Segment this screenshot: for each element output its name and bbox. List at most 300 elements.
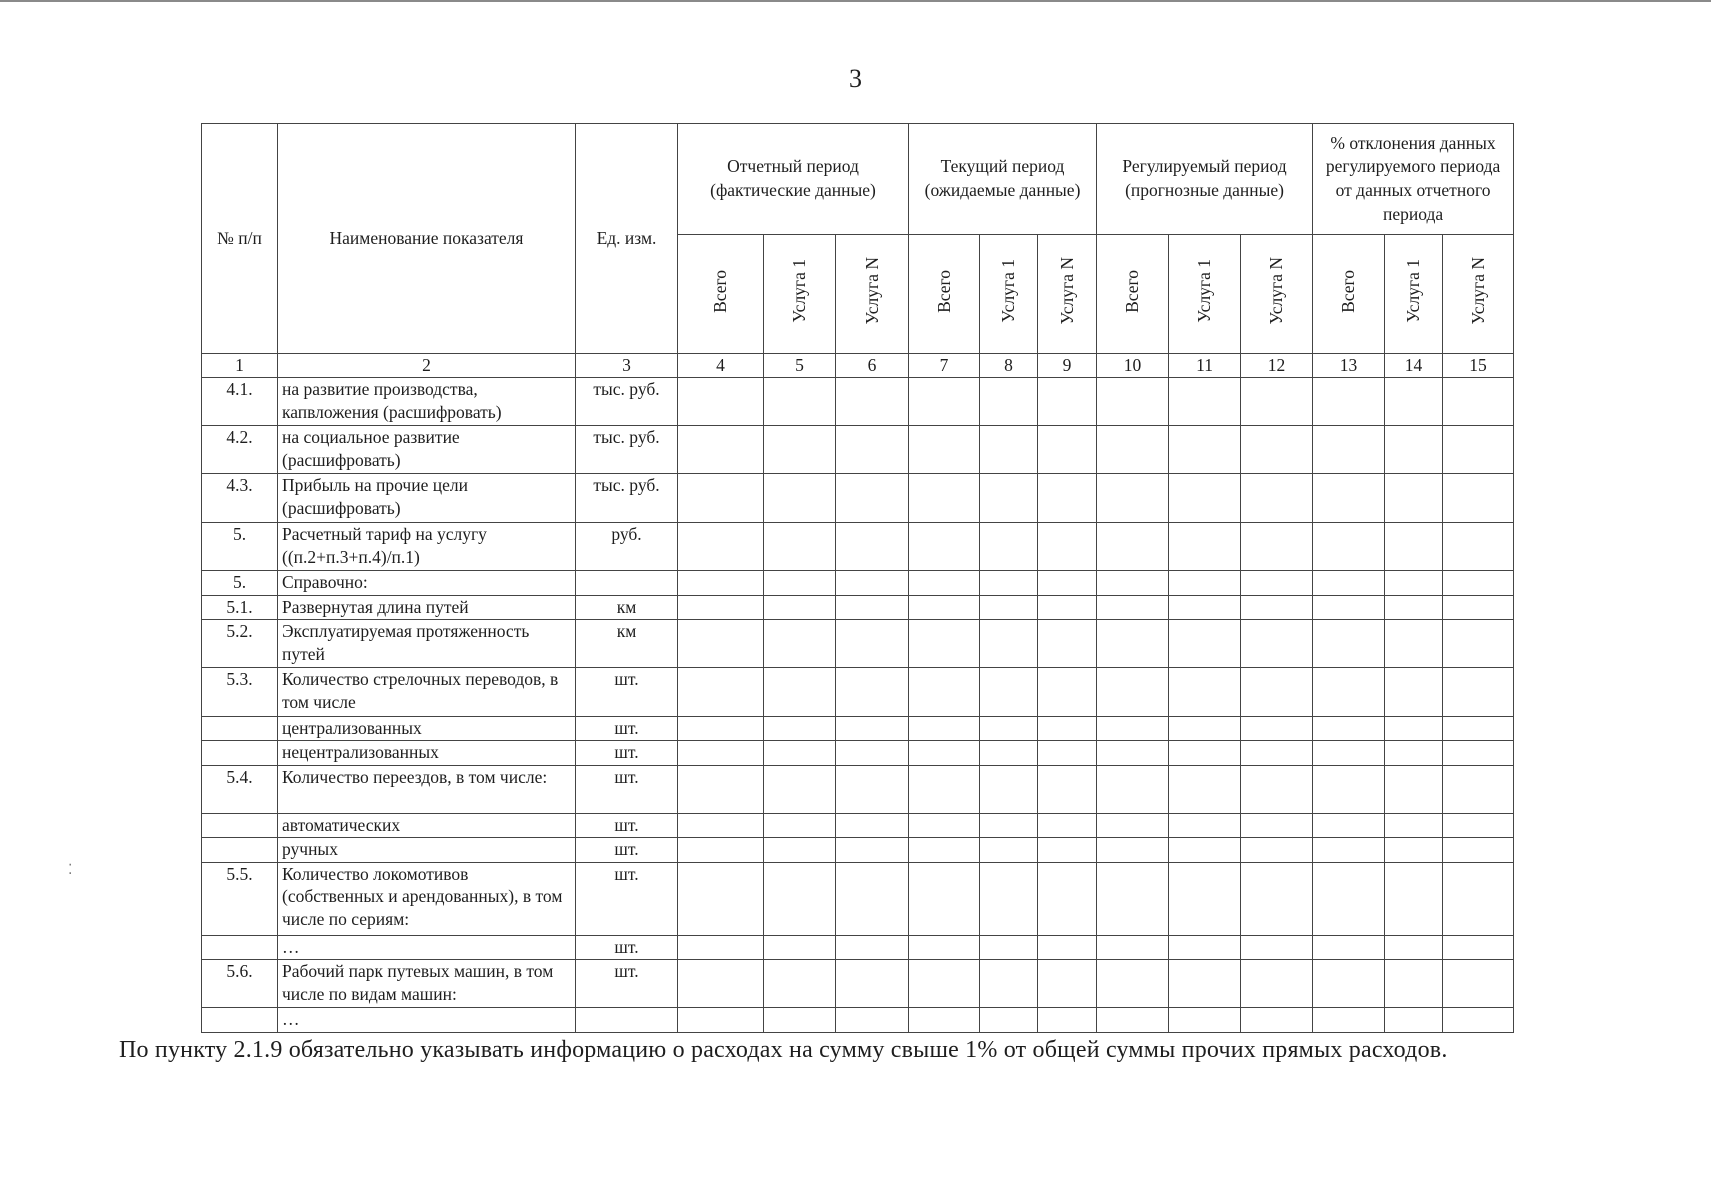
row-unit: шт. <box>576 716 678 740</box>
value-cell <box>1313 571 1385 595</box>
row-unit: шт. <box>576 960 678 1008</box>
value-cell <box>764 619 836 667</box>
value-cell <box>980 813 1038 837</box>
column-number: 10 <box>1097 354 1169 378</box>
column-number: 3 <box>576 354 678 378</box>
table-row <box>202 960 1514 1008</box>
value-cell <box>1443 474 1514 522</box>
column-number-row <box>202 354 1514 378</box>
value-cell <box>1241 474 1313 522</box>
value-cell <box>1169 595 1241 619</box>
row-indicator-name: Рабочий парк путевых машин, в том числе по видам машин: <box>278 960 576 1008</box>
value-cell <box>1443 716 1514 740</box>
value-cell <box>1313 716 1385 740</box>
table-row <box>202 813 1514 837</box>
value-cell <box>764 426 836 474</box>
value-cell <box>1443 668 1514 716</box>
column-number: 7 <box>909 354 980 378</box>
value-cell <box>909 571 980 595</box>
value-cell <box>1097 838 1169 862</box>
value-cell <box>764 813 836 837</box>
column-number: 6 <box>836 354 909 378</box>
value-cell <box>678 960 764 1008</box>
value-cell <box>1169 474 1241 522</box>
row-number: 4.1. <box>202 377 278 425</box>
value-cell <box>909 935 980 959</box>
subheader-service-1: Услуга 1 <box>980 235 1038 354</box>
value-cell <box>980 1008 1038 1033</box>
header-num: № п/п <box>202 124 278 354</box>
value-cell <box>1385 935 1443 959</box>
value-cell <box>1443 838 1514 862</box>
value-cell <box>1097 595 1169 619</box>
subheader-service-1: Услуга 1 <box>1169 235 1241 354</box>
value-cell <box>1443 741 1514 765</box>
value-cell <box>1038 935 1097 959</box>
value-cell <box>1038 377 1097 425</box>
value-cell <box>1038 765 1097 813</box>
value-cell <box>1385 716 1443 740</box>
subheader-total: Всего <box>1097 235 1169 354</box>
value-cell <box>909 765 980 813</box>
value-cell <box>764 765 836 813</box>
value-cell <box>1385 1008 1443 1033</box>
value-cell <box>1038 426 1097 474</box>
value-cell <box>836 1008 909 1033</box>
value-cell <box>1443 1008 1514 1033</box>
column-number: 2 <box>278 354 576 378</box>
column-number: 12 <box>1241 354 1313 378</box>
row-number <box>202 1008 278 1033</box>
row-unit: шт. <box>576 813 678 837</box>
value-cell <box>980 377 1038 425</box>
value-cell <box>1385 960 1443 1008</box>
value-cell <box>1038 741 1097 765</box>
row-unit: шт. <box>576 765 678 813</box>
row-unit: тыс. руб. <box>576 377 678 425</box>
column-number: 5 <box>764 354 836 378</box>
value-cell <box>836 960 909 1008</box>
value-cell <box>678 377 764 425</box>
value-cell <box>1241 1008 1313 1033</box>
value-cell <box>764 862 836 935</box>
value-cell <box>1097 377 1169 425</box>
row-indicator-name: на социальное развитие (расшифровать) <box>278 426 576 474</box>
value-cell <box>1313 619 1385 667</box>
value-cell <box>1097 960 1169 1008</box>
value-cell <box>1097 426 1169 474</box>
value-cell <box>1241 862 1313 935</box>
value-cell <box>764 668 836 716</box>
column-number: 13 <box>1313 354 1385 378</box>
value-cell <box>1169 813 1241 837</box>
value-cell <box>1313 741 1385 765</box>
row-indicator-name: Справочно: <box>278 571 576 595</box>
data-table <box>201 123 1514 1033</box>
value-cell <box>1241 426 1313 474</box>
header-group-regulated: Регулируемый период (прогнозные данные) <box>1097 124 1313 235</box>
value-cell <box>1241 571 1313 595</box>
value-cell <box>1385 571 1443 595</box>
value-cell <box>1313 862 1385 935</box>
value-cell <box>836 716 909 740</box>
value-cell <box>1443 813 1514 837</box>
value-cell <box>836 668 909 716</box>
header-unit: Ед. изм. <box>576 124 678 354</box>
value-cell <box>980 862 1038 935</box>
value-cell <box>980 474 1038 522</box>
value-cell <box>909 619 980 667</box>
value-cell <box>980 426 1038 474</box>
row-indicator-name: централизованных <box>278 716 576 740</box>
value-cell <box>1169 522 1241 570</box>
value-cell <box>1097 571 1169 595</box>
value-cell <box>764 935 836 959</box>
value-cell <box>1313 595 1385 619</box>
table-row <box>202 426 1514 474</box>
value-cell <box>909 474 980 522</box>
value-cell <box>980 838 1038 862</box>
table-row <box>202 474 1514 522</box>
value-cell <box>909 522 980 570</box>
subheader-total: Всего <box>909 235 980 354</box>
row-indicator-name: Эксплуатируемая протяженность путей <box>278 619 576 667</box>
value-cell <box>1313 935 1385 959</box>
table-row <box>202 741 1514 765</box>
column-number: 11 <box>1169 354 1241 378</box>
value-cell <box>678 426 764 474</box>
row-indicator-name: Количество переездов, в том числе: <box>278 765 576 813</box>
value-cell <box>980 571 1038 595</box>
value-cell <box>1169 377 1241 425</box>
value-cell <box>980 522 1038 570</box>
value-cell <box>678 1008 764 1033</box>
row-indicator-name: на развитие производства, капвложения (расшифровать) <box>278 377 576 425</box>
row-indicator-name: Прибыль на прочие цели (расшифровать) <box>278 474 576 522</box>
value-cell <box>1097 765 1169 813</box>
row-unit: тыс. руб. <box>576 474 678 522</box>
value-cell <box>764 522 836 570</box>
row-indicator-name: автоматических <box>278 813 576 837</box>
value-cell <box>1241 838 1313 862</box>
value-cell <box>1097 741 1169 765</box>
value-cell <box>1443 935 1514 959</box>
row-indicator-name: Расчетный тариф на услугу ((п.2+п.3+п.4)/п.1) <box>278 522 576 570</box>
value-cell <box>1169 741 1241 765</box>
value-cell <box>1038 595 1097 619</box>
page-top-border <box>0 0 1711 2</box>
value-cell <box>1169 1008 1241 1033</box>
value-cell <box>1241 813 1313 837</box>
value-cell <box>1038 522 1097 570</box>
value-cell <box>764 716 836 740</box>
row-number: 5.4. <box>202 765 278 813</box>
value-cell <box>1097 935 1169 959</box>
table-row <box>202 716 1514 740</box>
value-cell <box>909 595 980 619</box>
header-row-groups <box>202 124 1514 235</box>
column-number: 14 <box>1385 354 1443 378</box>
value-cell <box>1241 377 1313 425</box>
table-row <box>202 522 1514 570</box>
value-cell <box>1313 474 1385 522</box>
value-cell <box>1097 474 1169 522</box>
value-cell <box>1385 838 1443 862</box>
header-name: Наименование показателя <box>278 124 576 354</box>
value-cell <box>1038 474 1097 522</box>
value-cell <box>836 813 909 837</box>
row-unit: шт. <box>576 668 678 716</box>
value-cell <box>1038 716 1097 740</box>
value-cell <box>1097 619 1169 667</box>
table-row <box>202 765 1514 813</box>
table-row <box>202 619 1514 667</box>
row-number <box>202 935 278 959</box>
column-number: 8 <box>980 354 1038 378</box>
value-cell <box>1169 862 1241 935</box>
value-cell <box>980 619 1038 667</box>
column-number: 1 <box>202 354 278 378</box>
row-unit: км <box>576 619 678 667</box>
row-unit: шт. <box>576 862 678 935</box>
value-cell <box>909 716 980 740</box>
value-cell <box>1313 426 1385 474</box>
value-cell <box>836 862 909 935</box>
value-cell <box>1241 716 1313 740</box>
value-cell <box>980 716 1038 740</box>
row-unit: км <box>576 595 678 619</box>
value-cell <box>1313 960 1385 1008</box>
header-group-deviation: % отклонения данных регулируемого периода от данных отчетного периода <box>1313 124 1514 235</box>
value-cell <box>1313 668 1385 716</box>
row-indicator-name: … <box>278 1008 576 1033</box>
value-cell <box>836 741 909 765</box>
value-cell <box>1241 765 1313 813</box>
margin-mark: ⁚ <box>68 863 73 878</box>
value-cell <box>1443 619 1514 667</box>
value-cell <box>1443 595 1514 619</box>
row-indicator-name: ручных <box>278 838 576 862</box>
value-cell <box>980 935 1038 959</box>
value-cell <box>764 1008 836 1033</box>
row-number: 4.3. <box>202 474 278 522</box>
value-cell <box>1097 862 1169 935</box>
value-cell <box>836 595 909 619</box>
row-number: 4.2. <box>202 426 278 474</box>
value-cell <box>1385 813 1443 837</box>
row-unit <box>576 571 678 595</box>
value-cell <box>1169 960 1241 1008</box>
value-cell <box>1313 377 1385 425</box>
value-cell <box>1385 619 1443 667</box>
value-cell <box>909 960 980 1008</box>
value-cell <box>1169 765 1241 813</box>
value-cell <box>1443 377 1514 425</box>
row-number: 5.2. <box>202 619 278 667</box>
value-cell <box>909 668 980 716</box>
row-indicator-name: нецентрализованных <box>278 741 576 765</box>
value-cell <box>764 838 836 862</box>
value-cell <box>1038 571 1097 595</box>
value-cell <box>836 377 909 425</box>
value-cell <box>836 426 909 474</box>
value-cell <box>909 377 980 425</box>
row-number: 5.1. <box>202 595 278 619</box>
value-cell <box>836 765 909 813</box>
value-cell <box>909 1008 980 1033</box>
subheader-total: Всего <box>678 235 764 354</box>
value-cell <box>1443 426 1514 474</box>
table-row <box>202 377 1514 425</box>
value-cell <box>1385 862 1443 935</box>
value-cell <box>909 426 980 474</box>
value-cell <box>980 765 1038 813</box>
row-number: 5. <box>202 522 278 570</box>
value-cell <box>678 595 764 619</box>
column-number: 4 <box>678 354 764 378</box>
row-indicator-name: … <box>278 935 576 959</box>
row-indicator-name: Развернутая длина путей <box>278 595 576 619</box>
page-number: 3 <box>849 64 862 93</box>
table-row <box>202 838 1514 862</box>
value-cell <box>1169 838 1241 862</box>
value-cell <box>1169 571 1241 595</box>
subheader-service-n: Услуга N <box>1038 235 1097 354</box>
value-cell <box>678 813 764 837</box>
value-cell <box>836 571 909 595</box>
table-row <box>202 935 1514 959</box>
value-cell <box>1241 668 1313 716</box>
column-number: 9 <box>1038 354 1097 378</box>
value-cell <box>678 571 764 595</box>
value-cell <box>764 474 836 522</box>
table-row <box>202 595 1514 619</box>
value-cell <box>1097 813 1169 837</box>
value-cell <box>1385 377 1443 425</box>
subheader-service-n: Услуга N <box>836 235 909 354</box>
table-row <box>202 1008 1514 1033</box>
value-cell <box>1385 426 1443 474</box>
row-number <box>202 716 278 740</box>
value-cell <box>836 474 909 522</box>
value-cell <box>1385 474 1443 522</box>
value-cell <box>764 741 836 765</box>
value-cell <box>1097 1008 1169 1033</box>
value-cell <box>764 571 836 595</box>
value-cell <box>678 935 764 959</box>
value-cell <box>1038 838 1097 862</box>
value-cell <box>764 960 836 1008</box>
row-unit: руб. <box>576 522 678 570</box>
row-unit: тыс. руб. <box>576 426 678 474</box>
value-cell <box>678 716 764 740</box>
value-cell <box>678 838 764 862</box>
value-cell <box>1169 668 1241 716</box>
value-cell <box>836 619 909 667</box>
row-unit: шт. <box>576 935 678 959</box>
value-cell <box>1385 741 1443 765</box>
value-cell <box>980 668 1038 716</box>
value-cell <box>909 741 980 765</box>
value-cell <box>1038 813 1097 837</box>
value-cell <box>1241 595 1313 619</box>
value-cell <box>678 862 764 935</box>
value-cell <box>1443 571 1514 595</box>
subheader-service-n: Услуга N <box>1443 235 1514 354</box>
value-cell <box>1241 960 1313 1008</box>
value-cell <box>1313 1008 1385 1033</box>
subheader-service-n: Услуга N <box>1241 235 1313 354</box>
value-cell <box>678 619 764 667</box>
subheader-service-1: Услуга 1 <box>764 235 836 354</box>
value-cell <box>980 595 1038 619</box>
value-cell <box>980 960 1038 1008</box>
row-number <box>202 838 278 862</box>
value-cell <box>1443 862 1514 935</box>
value-cell <box>1443 522 1514 570</box>
value-cell <box>836 935 909 959</box>
row-number: 5.5. <box>202 862 278 935</box>
value-cell <box>1313 765 1385 813</box>
value-cell <box>980 741 1038 765</box>
header-group-reporting: Отчетный период (фактические данные) <box>678 124 909 235</box>
value-cell <box>678 668 764 716</box>
value-cell <box>1385 522 1443 570</box>
subheader-service-1: Услуга 1 <box>1385 235 1443 354</box>
value-cell <box>1169 619 1241 667</box>
value-cell <box>836 522 909 570</box>
footnote-text: По пункту 2.1.9 обязательно указывать информацию о расходах на сумму свыше 1% от общей суммы прочих прямых расходов. <box>119 1037 1448 1063</box>
row-number: 5.3. <box>202 668 278 716</box>
value-cell <box>678 741 764 765</box>
value-cell <box>1385 595 1443 619</box>
table-body <box>202 377 1514 1032</box>
value-cell <box>1169 426 1241 474</box>
value-cell <box>1241 741 1313 765</box>
value-cell <box>1385 765 1443 813</box>
column-number: 15 <box>1443 354 1514 378</box>
value-cell <box>1241 935 1313 959</box>
value-cell <box>1097 522 1169 570</box>
value-cell <box>1313 838 1385 862</box>
value-cell <box>1313 813 1385 837</box>
value-cell <box>1038 862 1097 935</box>
row-unit: шт. <box>576 741 678 765</box>
value-cell <box>678 522 764 570</box>
value-cell <box>764 595 836 619</box>
value-cell <box>1443 765 1514 813</box>
value-cell <box>1097 716 1169 740</box>
row-indicator-name: Количество стрелочных переводов, в том числе <box>278 668 576 716</box>
table-row <box>202 571 1514 595</box>
value-cell <box>836 838 909 862</box>
value-cell <box>1241 522 1313 570</box>
value-cell <box>1443 960 1514 1008</box>
value-cell <box>909 838 980 862</box>
row-indicator-name: Количество локомотивов (собственных и арендованных), в том числе по сериям: <box>278 862 576 935</box>
row-number: 5. <box>202 571 278 595</box>
row-number: 5.6. <box>202 960 278 1008</box>
value-cell <box>1169 935 1241 959</box>
subheader-total: Всего <box>1313 235 1385 354</box>
row-unit <box>576 1008 678 1033</box>
value-cell <box>678 474 764 522</box>
value-cell <box>1313 522 1385 570</box>
table-row <box>202 862 1514 935</box>
value-cell <box>1038 1008 1097 1033</box>
value-cell <box>909 813 980 837</box>
value-cell <box>909 862 980 935</box>
